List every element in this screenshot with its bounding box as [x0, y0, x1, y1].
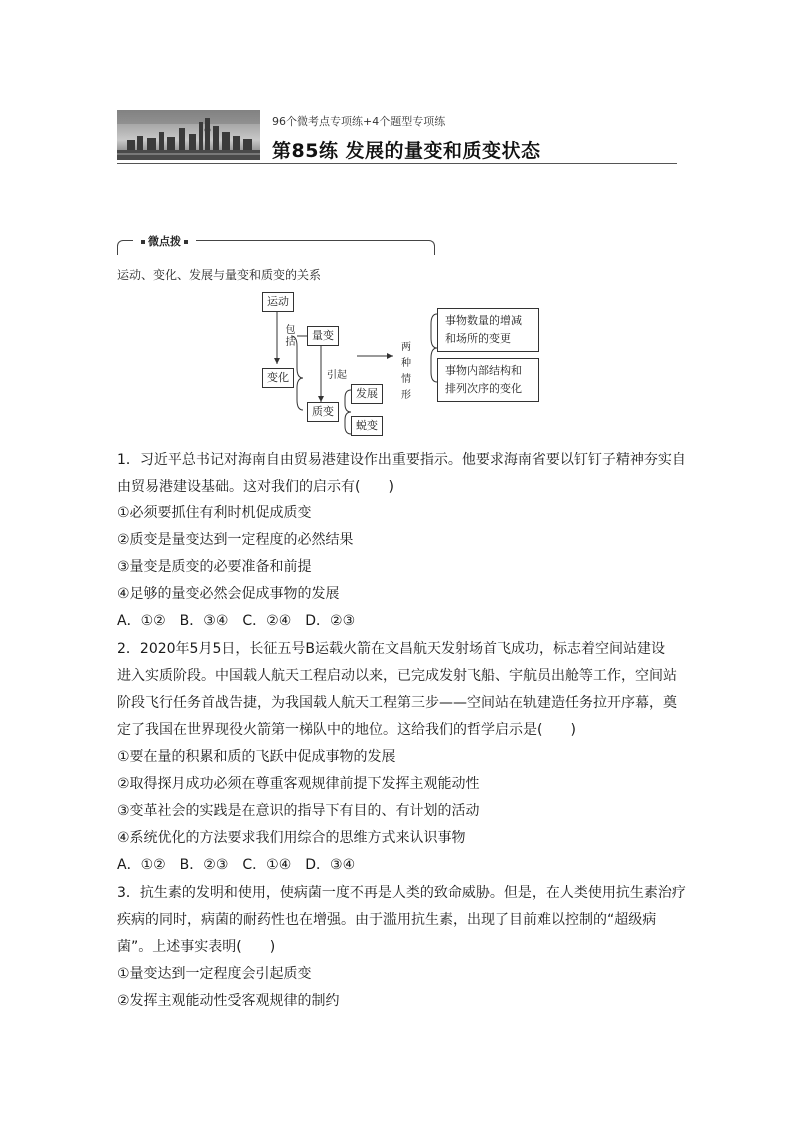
q2-stem-line4: 定了我国在世界现役火箭第一梯队中的地位。这给我们的哲学启示是( ) [117, 722, 576, 738]
q2-stem-line3: 阶段飞行任务首战告捷，为我国载人航天工程第三步——空间站在轨建造任务拉开序幕，奠 [117, 695, 677, 711]
q1-choices: A．①② B．③④ C．②④ D．②③ [117, 613, 356, 629]
tip-label [133, 233, 196, 249]
q2-option-1: ①要在量的积累和质的飞跃中促成事物的发展 [117, 749, 396, 765]
header-series-label: 96个微考点专项练+4个题型专项练 [272, 115, 446, 128]
case1-line2: 和场所的变更 [445, 332, 511, 345]
node-case-quantitative [437, 308, 539, 352]
label-include: 包括 [283, 324, 294, 348]
tip-intro: 运动、变化、发展与量变和质变的关系 [117, 268, 322, 282]
q1-stem-line2: 由贸易港建设基础。这对我们的启示有( ) [117, 479, 394, 495]
q1-stem-line1: 1．习近平总书记对海南自由贸易港建设作出重要指示。他要求海南省要以钉钉子精神夯实自 [117, 452, 686, 468]
node-degrade: 蜕变 [351, 416, 383, 436]
q2-option-2: ②取得探月成功必须在尊重客观规律前提下发挥主观能动性 [117, 776, 480, 792]
node-case-qualitative [437, 358, 539, 402]
q3-stem-line2: 疾病的同时，病菌的耐药性也在增强。由于滥用抗生素，出现了目前难以控制的“超级病 [117, 912, 657, 928]
q3-option-2: ②发挥主观能动性受客观规律的制约 [117, 993, 340, 1009]
label-cause: 引起 [327, 370, 347, 381]
case1-line1: 事物数量的增减 [445, 314, 522, 327]
concept-diagram [255, 288, 545, 440]
page-title: 第85练 发展的量变和质变状态 [272, 140, 541, 162]
node-develop: 发展 [351, 384, 383, 404]
square-bullet-icon [184, 240, 188, 244]
q1-option-1: ①必须要抓住有利时机促成质变 [117, 505, 312, 521]
header-divider [117, 163, 677, 164]
node-motion: 运动 [262, 292, 294, 312]
q3-stem-line3: 菌”。上述事实表明( ) [117, 939, 276, 955]
q2-option-3: ③变革社会的实践是在意识的指导下有目的、有计划的活动 [117, 803, 480, 819]
q2-stem-line2: 进入实质阶段。中国载人航天工程启动以来，已完成发射飞船、宇航员出舱等工作，空间站 [117, 668, 677, 684]
q1-option-2: ②质变是量变达到一定程度的必然结果 [117, 532, 354, 548]
q2-stem-line1: 2．2020年5月5日，长征五号B运载火箭在文昌航天发射场首飞成功，标志着空间站建设 [117, 641, 665, 657]
q2-choices: A．①② B．②③ C．①④ D．③④ [117, 857, 356, 873]
node-qualitative-change: 质变 [307, 402, 339, 422]
q2-option-4: ④系统优化的方法要求我们用综合的思维方式来认识事物 [117, 830, 466, 846]
q1-option-3: ③量变是质变的必要准备和前提 [117, 559, 312, 575]
q3-option-1: ①量变达到一定程度会引起质变 [117, 966, 312, 982]
cityscape-icon [117, 110, 260, 160]
case2-line1: 事物内部结构和 [445, 364, 522, 377]
q3-stem-line1: 3．抗生素的发明和使用，使病菌一度不再是人类的致命威胁。但是，在人类使用抗生素治疗 [117, 885, 686, 901]
brace-bottom [297, 378, 303, 410]
label-two-cases: 两种情形 [401, 342, 413, 401]
q1-option-4: ④足够的量变必然会促成事物的发展 [117, 586, 340, 602]
square-bullet-icon [141, 240, 145, 244]
header-cityscape-image [117, 110, 260, 160]
node-quantitative-change: 量变 [307, 326, 339, 346]
tip-label-text: 微点拨 [148, 235, 181, 248]
node-change: 变化 [262, 368, 294, 388]
case2-line2: 排列次序的变化 [445, 382, 522, 395]
